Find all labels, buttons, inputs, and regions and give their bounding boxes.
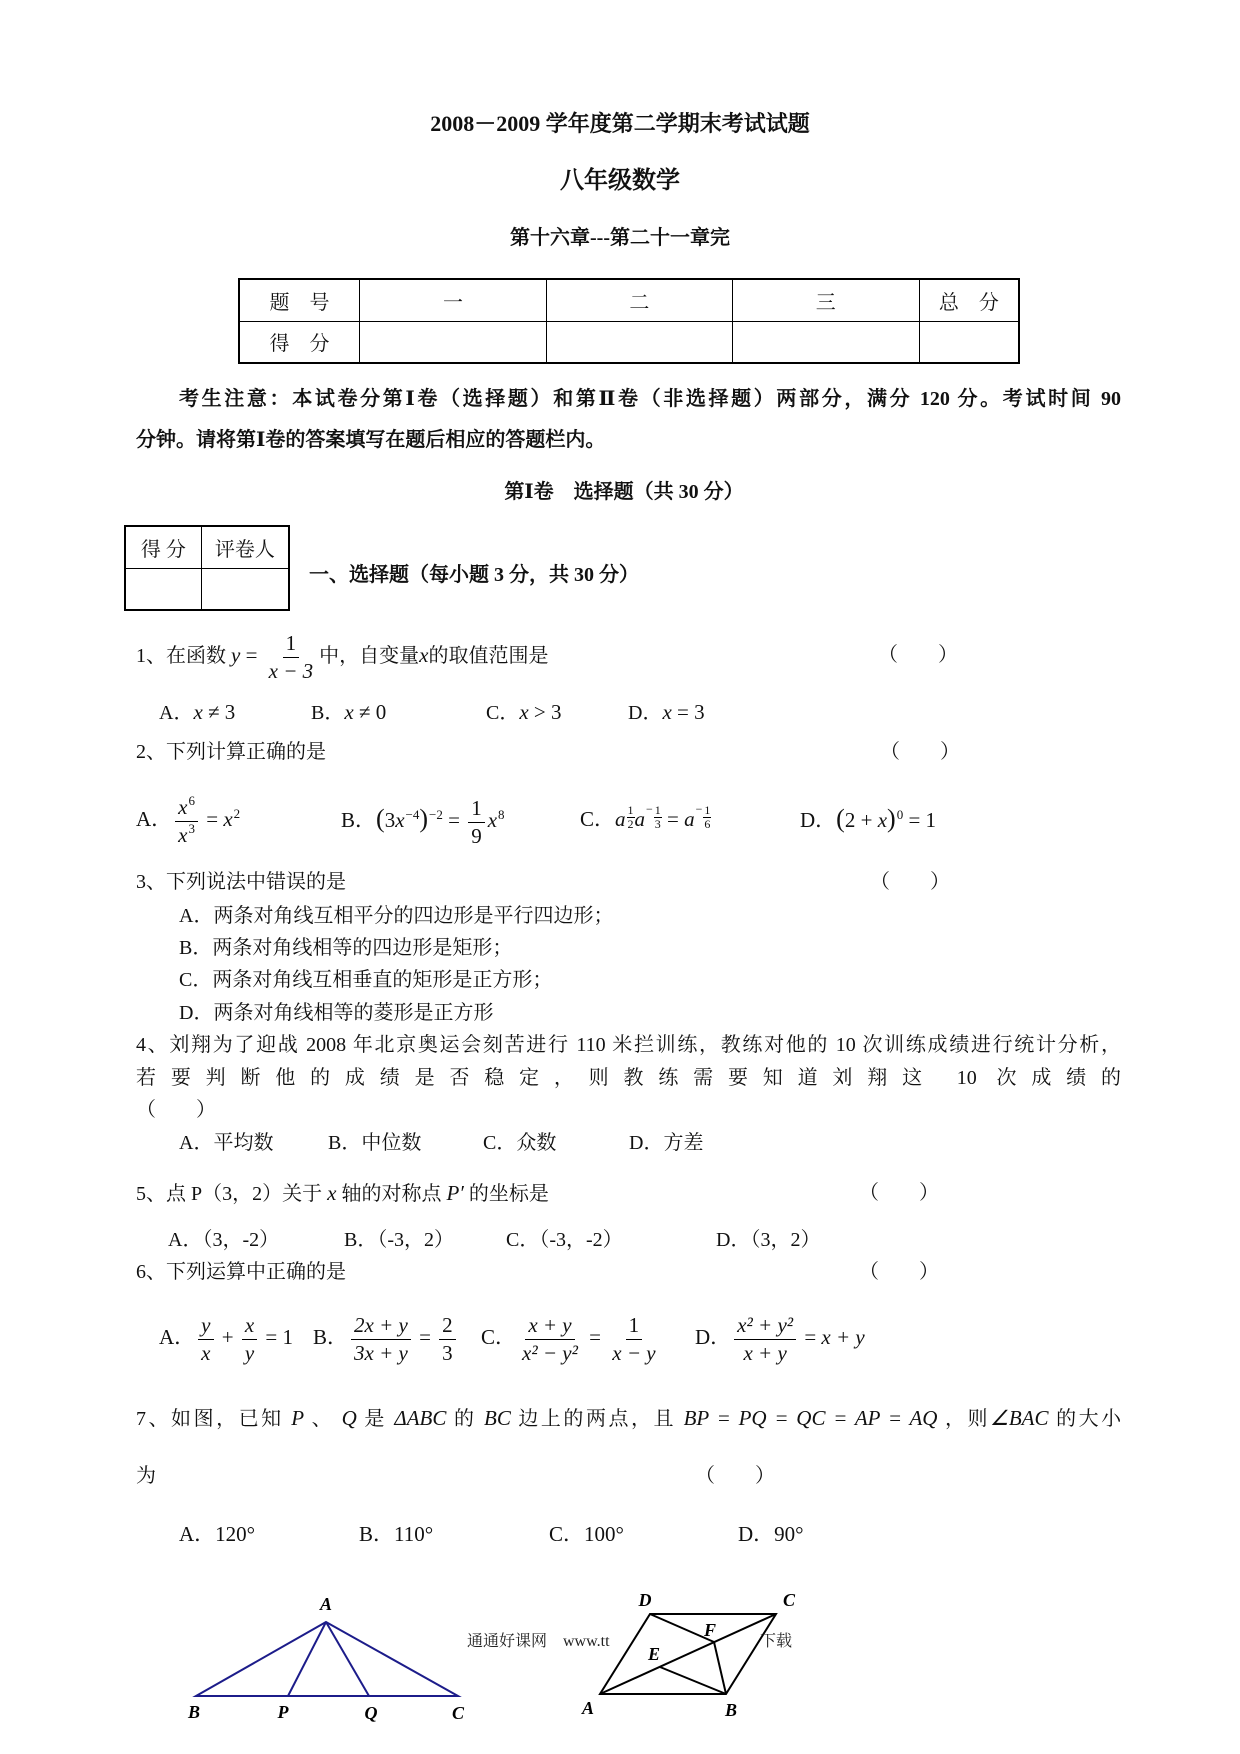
q5-point: P′ bbox=[446, 1181, 464, 1205]
q2-b-fraction bbox=[468, 796, 485, 849]
question-6-text: 6、下列运算中正确的是 bbox=[136, 1261, 346, 1283]
q1-fraction bbox=[266, 631, 317, 684]
q2-b-coef: 3 bbox=[384, 808, 396, 832]
segment-be bbox=[660, 1667, 726, 1694]
q2-d-equals: = 1 bbox=[903, 808, 937, 832]
q2-c-equals: = bbox=[661, 807, 685, 831]
q6-b-f1-den: 3x + y bbox=[354, 1340, 408, 1365]
q7-triangle: ΔABC bbox=[394, 1406, 447, 1430]
q6-c-f2-num: 1 bbox=[626, 1313, 643, 1340]
score-table bbox=[238, 278, 1020, 364]
q7-line-2: 为 bbox=[136, 1465, 156, 1487]
q2-b-frac-den: 9 bbox=[471, 823, 482, 848]
q2-option-a bbox=[136, 787, 240, 851]
q7-equalities: BP = PQ = QC = AP = AQ bbox=[683, 1406, 938, 1430]
q2-c-exp-2-num: 1 bbox=[654, 803, 661, 817]
q2-option-a-numerator bbox=[175, 795, 198, 822]
q7-suffix: 的大小 bbox=[1056, 1408, 1122, 1430]
q2-option-a-label: A． bbox=[136, 807, 173, 831]
q1-option-b-label: B． bbox=[311, 702, 345, 724]
q6-d-rhs: x + y bbox=[821, 1325, 865, 1349]
score-cell-part-3 bbox=[732, 321, 919, 363]
q7-option-b: B．110° bbox=[359, 1522, 434, 1546]
parallelogram-label-a: A bbox=[581, 1698, 595, 1718]
q7-of: 的 bbox=[453, 1408, 477, 1430]
q1-option-a-label: A． bbox=[159, 702, 194, 724]
q2-c-exp-3-num: 1 bbox=[704, 803, 711, 817]
q1-equals: = bbox=[240, 643, 263, 667]
q2-b-inner-exp: −4 bbox=[405, 806, 420, 822]
q4-option-a: A．平均数 bbox=[179, 1132, 274, 1154]
q6-a-equals: = 1 bbox=[260, 1325, 294, 1349]
triangle-label-a: A bbox=[319, 1594, 333, 1614]
question-5-text bbox=[136, 1180, 549, 1206]
watermark-left: 通通好课网 www.tt bbox=[467, 1633, 610, 1650]
grader-header-score: 得 分 bbox=[125, 526, 201, 568]
question-2-text: 2、下列计算正确的是 bbox=[136, 741, 326, 763]
q5-suffix: 的坐标是 bbox=[463, 1183, 549, 1205]
q1-denominator: x − 3 bbox=[268, 658, 314, 683]
q2-b-equals: = bbox=[442, 808, 466, 832]
q4-option-c: C．众数 bbox=[483, 1132, 557, 1154]
q3-answer-blank: （ ） bbox=[870, 871, 950, 893]
q2-c-base-1: a bbox=[615, 807, 626, 831]
q4-option-b: B．中位数 bbox=[328, 1132, 422, 1154]
q1-option-d-label: D． bbox=[628, 702, 663, 724]
watermark-right: 下载 bbox=[760, 1633, 793, 1650]
q1-lhs: y bbox=[231, 643, 241, 667]
q1-option-a-rel: ≠ 3 bbox=[202, 700, 236, 724]
q4-option-d: D．方差 bbox=[629, 1132, 704, 1154]
q2-c-exp-2 bbox=[654, 804, 662, 831]
q6-d-fraction bbox=[734, 1313, 796, 1366]
q2-b-close-paren: ) bbox=[419, 804, 429, 833]
q6-d-f1-num: x² + y² bbox=[734, 1313, 796, 1340]
q2-a-den-base: x bbox=[178, 822, 188, 847]
q1-option-a bbox=[159, 699, 235, 725]
q1-numerator: 1 bbox=[283, 631, 300, 658]
question-1-text bbox=[136, 623, 549, 687]
q7-is: 是 bbox=[364, 1408, 387, 1430]
q2-a-num-base: x bbox=[178, 794, 188, 819]
q2-c-exp-2-sign: − bbox=[646, 802, 653, 816]
q2-c-exp-3 bbox=[703, 804, 711, 831]
q1-option-d-rel: = 3 bbox=[671, 700, 705, 724]
q2-d-base: x bbox=[877, 808, 888, 832]
q1-option-b-var: x bbox=[344, 700, 354, 724]
q6-option-a-label: A． bbox=[159, 1325, 196, 1349]
q5-option-a: A．（3，-2） bbox=[168, 1229, 280, 1251]
score-cell-part-2 bbox=[546, 321, 732, 363]
question-7-text bbox=[136, 1405, 1121, 1431]
q1-option-c bbox=[486, 699, 562, 725]
parallelogram-label-d: D bbox=[638, 1590, 652, 1610]
question-4-line-2: 若要判断他的成绩是否稳定，则教练需要知道刘翔这 10 次成绩的 bbox=[136, 1067, 1121, 1089]
q2-b-outer-exp: −2 bbox=[429, 806, 443, 822]
q6-a-f1-num: y bbox=[198, 1313, 213, 1340]
score-header-question-no: 题 号 bbox=[239, 279, 360, 321]
score-table-header-row bbox=[239, 279, 1019, 321]
q3-option-c: C．两条对角线互相垂直的矩形是正方形； bbox=[179, 969, 553, 991]
q2-b-open-paren: ( bbox=[376, 804, 385, 833]
q7-option-a: A．120° bbox=[179, 1522, 256, 1546]
score-table-score-row bbox=[239, 321, 1019, 363]
q6-option-b-label: B． bbox=[313, 1325, 349, 1349]
grader-table-blank-row bbox=[125, 568, 289, 610]
question-3-text: 3、下列说法中错误的是 bbox=[136, 871, 346, 893]
q1-option-c-rel: > 3 bbox=[528, 700, 562, 724]
triangle-figure bbox=[196, 1622, 458, 1696]
q6-b-fraction-1 bbox=[351, 1313, 411, 1366]
diagonal-ac bbox=[600, 1614, 776, 1694]
question-4-line-1: 4、刘翔为了迎战 2008 年北京奥运会刻苦进行 110 米拦训练，教练对他的 10 次训练成绩进行统计分析， bbox=[136, 1034, 1121, 1056]
q2-d-open-paren: ( bbox=[836, 804, 845, 833]
q1-option-c-var: x bbox=[519, 700, 529, 724]
grader-table bbox=[124, 525, 290, 611]
q7-side: BC bbox=[484, 1406, 511, 1430]
q2-a-num-exp: 6 bbox=[188, 793, 195, 809]
parallelogram-label-c: C bbox=[782, 1590, 796, 1610]
q7-point-q: Q bbox=[341, 1406, 357, 1430]
q2-a-rhs-exp: 2 bbox=[233, 805, 241, 821]
parallelogram-label-f: F bbox=[703, 1620, 717, 1640]
q3-option-b: B．两条对角线相等的四边形是矩形； bbox=[179, 937, 513, 959]
q6-c-equals: = bbox=[583, 1325, 607, 1349]
q5-answer-blank: （ ） bbox=[859, 1182, 939, 1204]
q6-b-equals: = bbox=[413, 1325, 437, 1349]
q2-option-c bbox=[580, 787, 711, 851]
q2-b-rhs-base: x bbox=[487, 808, 498, 832]
q2-a-den-exp: 3 bbox=[188, 821, 195, 837]
q6-c-f1-num: x + y bbox=[525, 1313, 574, 1340]
q5-middle: 轴的对称点 bbox=[336, 1183, 447, 1205]
q1-option-b bbox=[311, 699, 386, 725]
part-1-title: 第Ⅰ卷 选择题（共 30 分） bbox=[504, 481, 744, 503]
q7-prefix: 7、如图，已知 bbox=[136, 1408, 284, 1430]
exam-subject: 八年级数学 bbox=[560, 168, 680, 194]
q2-b-rhs-exp: 8 bbox=[498, 806, 505, 822]
q7-answer-blank: （ ） bbox=[695, 1465, 775, 1487]
triangle-label-p: P bbox=[277, 1702, 289, 1722]
triangle-label-b: B bbox=[187, 1702, 201, 1722]
triangle-label-c: C bbox=[451, 1703, 465, 1723]
q6-b-fraction-2 bbox=[439, 1313, 456, 1366]
q1-option-d bbox=[628, 699, 705, 725]
q7-then: ，则 bbox=[944, 1408, 991, 1430]
q4-answer-blank: （ ） bbox=[136, 1099, 216, 1121]
q5-axis-var: x bbox=[327, 1181, 337, 1205]
q2-c-exp-3-den: 6 bbox=[704, 817, 711, 831]
q6-answer-blank: （ ） bbox=[859, 1261, 939, 1283]
q3-option-a: A．两条对角线互相平分的四边形是平行四边形； bbox=[179, 905, 614, 927]
score-header-total: 总 分 bbox=[919, 279, 1019, 321]
q6-b-f2-num: 2 bbox=[439, 1313, 456, 1340]
q7-angle: ∠BAC bbox=[990, 1406, 1049, 1430]
q2-c-exp-1 bbox=[627, 804, 635, 831]
q1-middle: 中，自变量 bbox=[319, 645, 420, 667]
q5-option-d: D．（3，2） bbox=[716, 1229, 821, 1251]
q5-option-b: B．（-3，2） bbox=[344, 1229, 454, 1251]
q7-option-c: C．100° bbox=[549, 1522, 624, 1546]
q2-b-base: x bbox=[395, 808, 405, 832]
grader-table-header-row bbox=[125, 526, 289, 568]
q6-option-d bbox=[695, 1305, 865, 1369]
notice-line-2: 分钟。请将第Ⅰ卷的答案填写在题后相应的答题栏内。 bbox=[136, 429, 606, 451]
q6-b-f2-den: 3 bbox=[442, 1340, 453, 1365]
q2-a-rhs-base: x bbox=[223, 807, 233, 831]
parallelogram-label-e: E bbox=[647, 1644, 661, 1664]
q2-c-base-3: a bbox=[684, 807, 695, 831]
q6-c-fraction-2 bbox=[609, 1313, 658, 1366]
q7-separator: 、 bbox=[311, 1408, 335, 1430]
segment-bf bbox=[714, 1642, 726, 1694]
q1-option-c-label: C． bbox=[486, 702, 520, 724]
q6-a-operator: + bbox=[216, 1325, 239, 1349]
q6-option-a bbox=[159, 1305, 293, 1369]
q2-option-c-label: C． bbox=[580, 807, 616, 831]
grader-cell-score bbox=[125, 568, 201, 610]
parallelogram-figure bbox=[600, 1614, 776, 1694]
q6-a-f2-num: x bbox=[242, 1313, 257, 1340]
q2-option-d-label: D． bbox=[800, 808, 837, 832]
q1-variable: x bbox=[419, 643, 429, 667]
q2-option-a-denominator bbox=[175, 822, 198, 848]
q7-point-p: P bbox=[291, 1406, 305, 1430]
q1-option-b-rel: ≠ 0 bbox=[353, 700, 387, 724]
q6-b-f1-num: 2x + y bbox=[351, 1313, 411, 1340]
q7-middle: 边上的两点，且 bbox=[518, 1408, 677, 1430]
q7-option-d: D．90° bbox=[738, 1522, 804, 1546]
score-header-part-1: 一 bbox=[360, 279, 547, 321]
q2-d-close-paren: ) bbox=[887, 804, 896, 833]
q5-prefix: 5、点 P（3，2）关于 bbox=[136, 1183, 328, 1205]
q2-b-frac-num: 1 bbox=[468, 796, 485, 823]
triangle-abc bbox=[196, 1622, 458, 1696]
q6-d-f1-den: x + y bbox=[743, 1340, 787, 1365]
q6-d-equals: = bbox=[799, 1325, 822, 1349]
grader-cell-grader bbox=[201, 568, 289, 610]
section-1-title: 一、选择题（每小题 3 分，共 30 分） bbox=[309, 564, 639, 586]
q2-d-exp: 0 bbox=[896, 806, 904, 822]
notice-line-1: 考生注意：本试卷分第Ⅰ卷（选择题）和第Ⅱ卷（非选择题）两部分，满分 120 分。考试时间 90 bbox=[179, 388, 1121, 410]
q1-prefix: 1、在函数 bbox=[136, 645, 231, 667]
q5-option-c: C．（-3，-2） bbox=[506, 1229, 623, 1251]
geometry-figures bbox=[0, 1590, 1240, 1740]
q6-option-c bbox=[481, 1305, 662, 1369]
q2-a-equals: = bbox=[201, 807, 224, 831]
q2-c-exp-1-num: 1 bbox=[627, 803, 634, 817]
q6-a-f2-den: y bbox=[244, 1340, 255, 1365]
exam-chapters: 第十六章---第二十一章完 bbox=[510, 227, 730, 249]
q2-option-b bbox=[341, 787, 505, 851]
q6-c-f2-den: x − y bbox=[612, 1340, 656, 1365]
q6-a-fraction-1 bbox=[198, 1313, 213, 1366]
q1-option-a-var: x bbox=[193, 700, 203, 724]
exam-title: 2008－2009 学年度第二学期末考试试题 bbox=[430, 111, 810, 136]
q3-option-d: D．两条对角线相等的菱形是正方形 bbox=[179, 1002, 494, 1024]
q2-answer-blank: （ ） bbox=[880, 741, 960, 763]
q6-option-d-label: D． bbox=[695, 1325, 732, 1349]
q2-c-exp-3-sign: − bbox=[695, 802, 703, 816]
q6-a-fraction-2 bbox=[242, 1313, 257, 1366]
q2-option-a-fraction bbox=[175, 795, 198, 848]
grader-header-grader: 评卷人 bbox=[201, 526, 289, 568]
q2-option-b-label: B． bbox=[341, 808, 377, 832]
parallelogram-label-b: B bbox=[724, 1700, 738, 1720]
q6-c-fraction-1 bbox=[519, 1313, 581, 1366]
score-cell-part-1 bbox=[360, 321, 547, 363]
score-header-part-2: 二 bbox=[546, 279, 732, 321]
q6-a-f1-den: x bbox=[201, 1340, 211, 1365]
q2-c-exp-1-den: 2 bbox=[627, 817, 634, 831]
q2-option-d bbox=[800, 787, 936, 851]
score-cell-total bbox=[919, 321, 1019, 363]
q2-c-exp-2-den: 3 bbox=[654, 817, 661, 831]
q2-d-inner: 2 + bbox=[844, 808, 878, 832]
q2-c-base-2: a bbox=[634, 807, 646, 831]
q1-suffix: 的取值范围是 bbox=[428, 645, 549, 667]
q6-option-c-label: C． bbox=[481, 1325, 517, 1349]
triangle-label-q: Q bbox=[364, 1703, 378, 1723]
score-row-label: 得 分 bbox=[239, 321, 360, 363]
score-header-part-3: 三 bbox=[732, 279, 919, 321]
q6-c-f1-den: x² − y² bbox=[522, 1340, 578, 1365]
q6-option-b bbox=[313, 1305, 459, 1369]
q1-answer-blank: （ ） bbox=[878, 644, 958, 666]
q1-option-d-var: x bbox=[662, 700, 672, 724]
